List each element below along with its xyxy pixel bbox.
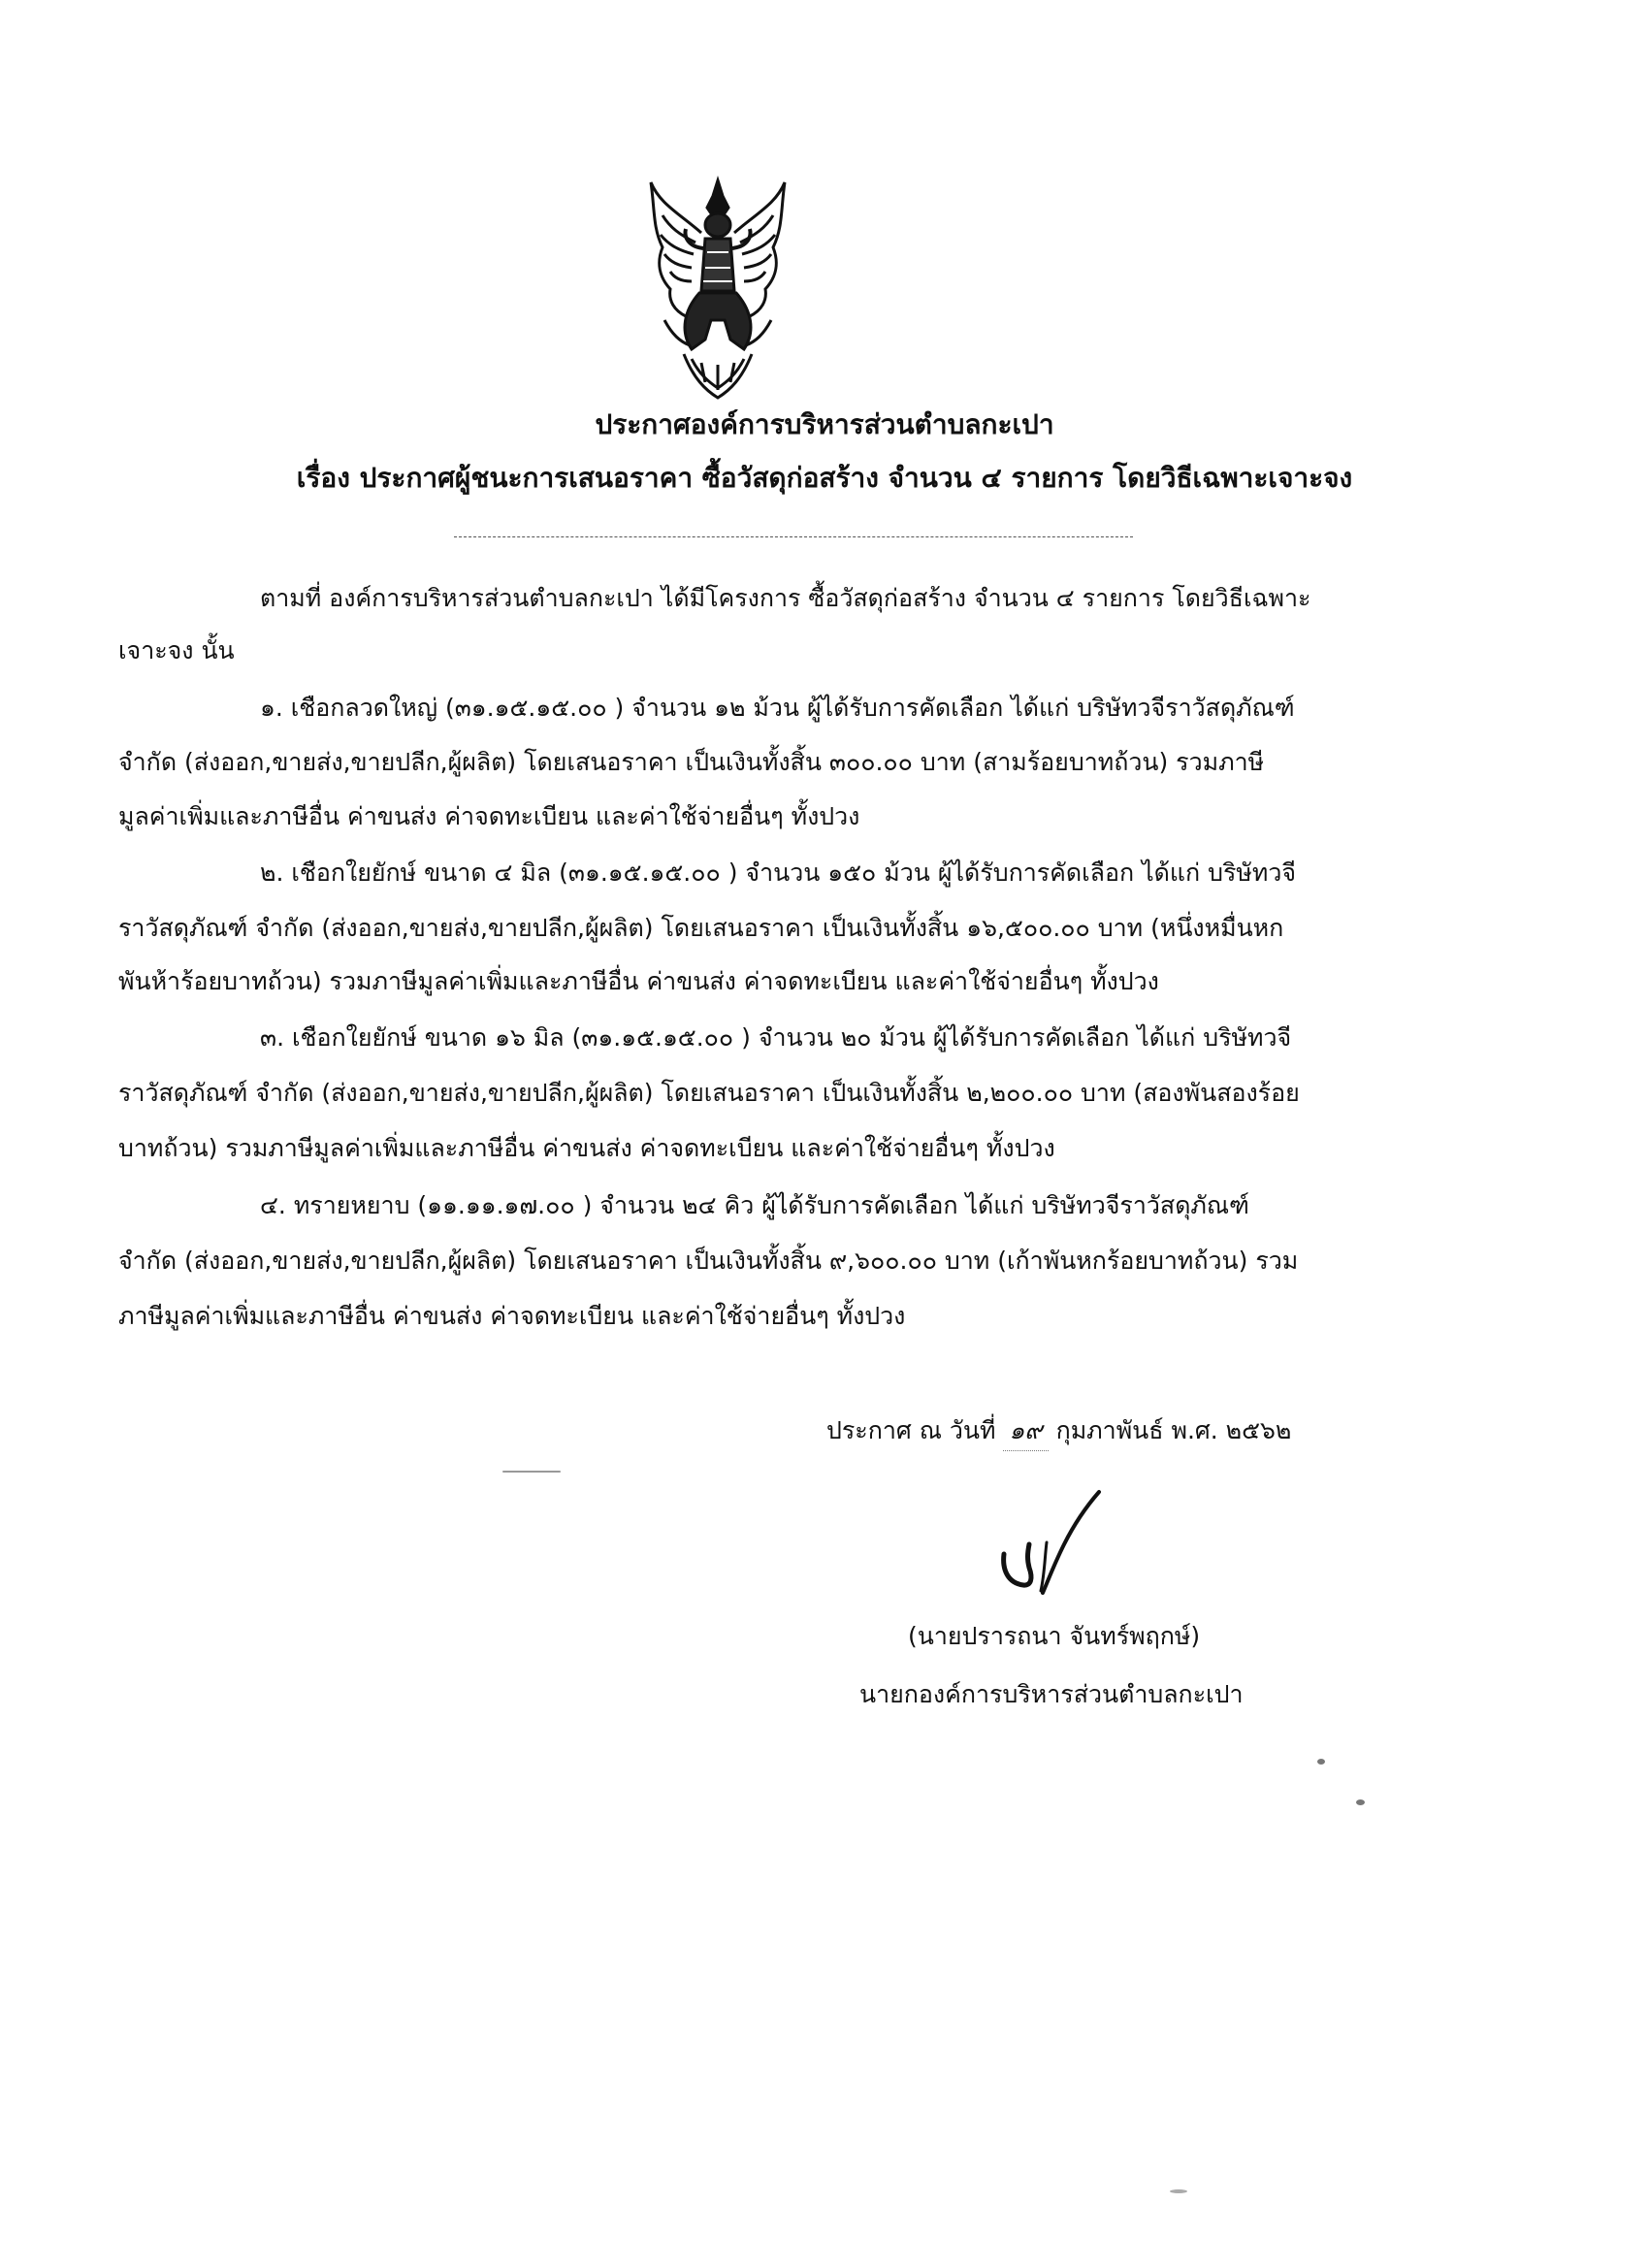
announcement-date bbox=[826, 1411, 1291, 1451]
item-3-line-1: ๓. เชือกใยยักษ์ ขนาด ๑๖ มิล (๓๑.๑๕.๑๕.๐๐ ) จำนวน ๒๐ ม้วน ผู้ได้รับการคัดเลือก ได้แก่ บริษัทวจี bbox=[260, 1023, 1292, 1052]
scan-speck bbox=[1356, 1799, 1365, 1805]
announcement-title: ประกาศองค์การบริหารส่วนตำบลกะเปา bbox=[595, 408, 1054, 440]
scan-mark bbox=[1170, 2189, 1187, 2193]
intro-line-2: เจาะจง นั้น bbox=[118, 636, 235, 664]
item-2-line-1: ๒. เชือกใยยักษ์ ขนาด ๔ มิล (๓๑.๑๕.๑๕.๐๐ ) จำนวน ๑๕๐ ม้วน ผู้ได้รับการคัดเลือก ได้แก่ บริษัทวจี bbox=[260, 859, 1297, 887]
item-2-line-3: พันห้าร้อยบาทถ้วน) รวมภาษีมูลค่าเพิ่มและภาษีอื่น ค่าขนส่ง ค่าจดทะเบียน และค่าใช้จ่ายอื่นๆ ทั้งปวง bbox=[118, 967, 1159, 995]
item-3-line-2: ราวัสดุภัณฑ์ จำกัด (ส่งออก,ขายส่ง,ขายปลีก,ผู้ผลิต) โดยเสนอราคา เป็นเงินทั้งสิ้น ๒,๒๐๐.๐๐ บาท (สองพันสองร้อย bbox=[118, 1079, 1300, 1107]
date-prefix: ประกาศ ณ วันที่ bbox=[826, 1416, 996, 1444]
header-divider bbox=[454, 536, 1133, 537]
item-1-line-3: มูลค่าเพิ่มและภาษีอื่น ค่าขนส่ง ค่าจดทะเบียน และค่าใช้จ่ายอื่นๆ ทั้งปวง bbox=[118, 802, 860, 830]
item-1-line-2: จำกัด (ส่งออก,ขายส่ง,ขายปลีก,ผู้ผลิต) โดยเสนอราคา เป็นเงินทั้งสิ้น ๓๐๐.๐๐ บาท (สามร้อยบาทถ้วน) รวมภาษี bbox=[118, 748, 1265, 776]
item-4-line-2: จำกัด (ส่งออก,ขายส่ง,ขายปลีก,ผู้ผลิต) โดยเสนอราคา เป็นเงินทั้งสิ้น ๙,๖๐๐.๐๐ บาท (เก้าพันหกร้อยบาทถ้วน) รวม bbox=[118, 1247, 1299, 1275]
handwritten-signature-icon bbox=[985, 1486, 1120, 1598]
signer-name: (นายปรารถนา จันทร์พฤกษ์) bbox=[908, 1622, 1201, 1650]
item-4-line-1: ๔. ทรายหยาบ (๑๑.๑๑.๑๗.๐๐ ) จำนวน ๒๔ คิว ผู้ได้รับการคัดเลือก ได้แก่ บริษัทวจีราวัสดุภัณฑ์ bbox=[260, 1191, 1249, 1219]
item-1-line-1: ๑. เชือกลวดใหญ่ (๓๑.๑๕.๑๕.๐๐ ) จำนวน ๑๒ ม้วน ผู้ได้รับการคัดเลือก ได้แก่ บริษัทวจีราวัสดุภัณฑ์ bbox=[260, 694, 1295, 722]
garuda-emblem-icon bbox=[645, 175, 791, 403]
scan-speck bbox=[1317, 1759, 1325, 1765]
announcement-subject: เรื่อง ประกาศผู้ชนะการเสนอราคา ซื้อวัสดุก่อสร้าง จำนวน ๔ รายการ โดยวิธีเฉพาะเจาะจง bbox=[296, 462, 1353, 494]
date-day: ๑๙ bbox=[1003, 1411, 1048, 1451]
item-4-line-3: ภาษีมูลค่าเพิ่มและภาษีอื่น ค่าขนส่ง ค่าจดทะเบียน และค่าใช้จ่ายอื่นๆ ทั้งปวง bbox=[118, 1302, 906, 1330]
date-rest: กุมภาพันธ์ พ.ศ. ๒๕๖๒ bbox=[1055, 1416, 1292, 1444]
item-2-line-2: ราวัสดุภัณฑ์ จำกัด (ส่งออก,ขายส่ง,ขายปลีก,ผู้ผลิต) โดยเสนอราคา เป็นเงินทั้งสิ้น ๑๖,๕๐๐.๐๐ บาท (หนึ่งหมื่นหก bbox=[118, 914, 1284, 942]
scan-mark bbox=[502, 1471, 561, 1473]
item-3-line-3: บาทถ้วน) รวมภาษีมูลค่าเพิ่มและภาษีอื่น ค่าขนส่ง ค่าจดทะเบียน และค่าใช้จ่ายอื่นๆ ทั้งปวง bbox=[118, 1134, 1055, 1162]
intro-line-1: ตามที่ องค์การบริหารส่วนตำบลกะเปา ได้มีโครงการ ซื้อวัสดุก่อสร้าง จำนวน ๔ รายการ โดยวิธีเฉพาะ bbox=[260, 584, 1311, 612]
signer-title: นายกองค์การบริหารส่วนตำบลกะเปา bbox=[859, 1680, 1244, 1708]
